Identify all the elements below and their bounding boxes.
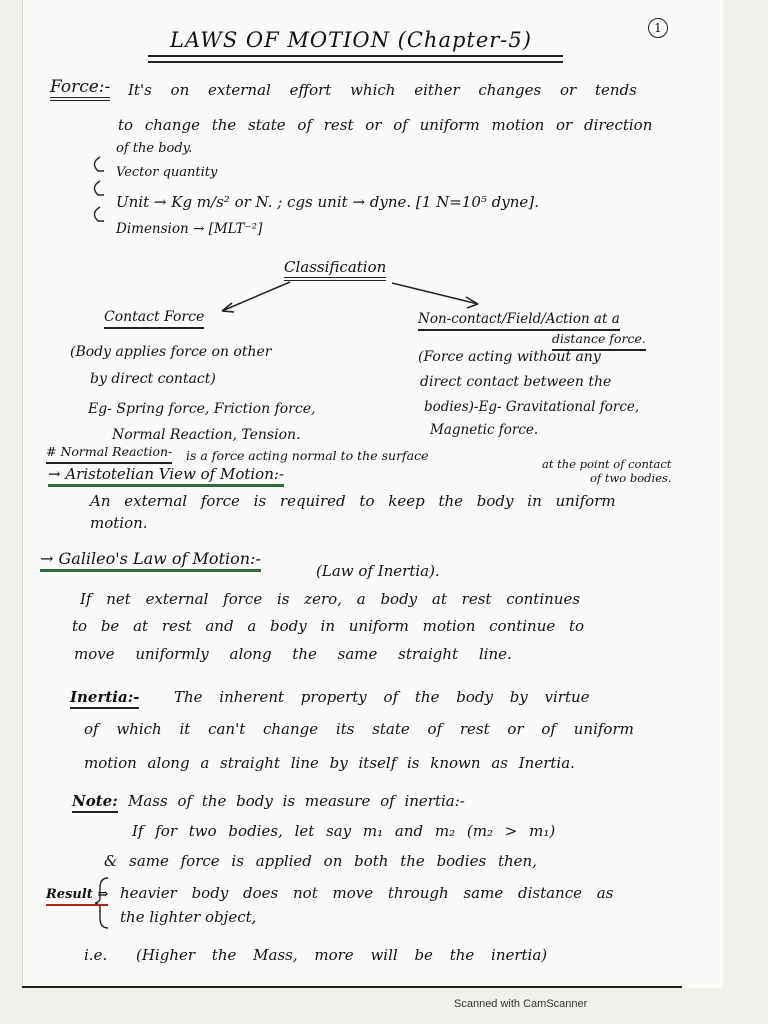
inertia-heading: Inertia:- xyxy=(70,688,139,709)
inertia-line2: of which it can't change its state of rest or of uniform xyxy=(84,720,634,738)
hook-arrow-icon xyxy=(94,181,104,195)
page-number: 1 xyxy=(648,18,668,38)
force-heading: Force:- xyxy=(50,78,110,101)
ie-label: i.e. xyxy=(84,946,108,964)
arrow-right xyxy=(392,283,478,304)
contact-force-heading: Contact Force xyxy=(104,308,204,329)
scanner-watermark: Scanned with CamScanner xyxy=(454,998,588,1010)
ie-text: (Higher the Mass, more will be the inertia) xyxy=(136,946,548,964)
hook-arrow-icon xyxy=(94,157,104,171)
inertia-line1: The inherent property of the body by virtue xyxy=(174,688,590,706)
inertia-line3: motion along a straight line by itself is known as Inertia. xyxy=(84,754,575,772)
non-contact-heading: Non-contact/Field/Action at a xyxy=(418,310,620,331)
classification-heading: Classification xyxy=(284,258,386,281)
non-contact-line1: (Force acting without any xyxy=(418,349,601,365)
non-contact-heading-2: distance force. xyxy=(552,330,646,351)
note-line3: & same force is applied on both the bodies then, xyxy=(104,852,537,870)
hook-arrow-icon xyxy=(94,207,104,221)
contact-line2: by direct contact) xyxy=(90,371,216,387)
force-point-vector: Vector quantity xyxy=(116,165,218,180)
note-line2: If for two bodies, let say m₁ and m₂ (m₂ > m₁) xyxy=(132,822,556,840)
galileo-heading: → Galileo's Law of Motion:- xyxy=(40,550,261,572)
non-contact-line3: bodies)-Eg- Gravitational force, xyxy=(424,399,640,415)
non-contact-line4: Magnetic force. xyxy=(430,422,539,438)
galileo-line3: move uniformly along the same straight line. xyxy=(74,645,512,663)
aristotle-heading: → Aristotelian View of Motion:- xyxy=(48,465,284,487)
page-bottom-rule xyxy=(22,986,682,988)
result-label: Result ⇒ xyxy=(46,886,108,906)
result-line1: heavier body does not move through same distance as xyxy=(120,884,614,902)
contact-line3: Eg- Spring force, Friction force, xyxy=(88,401,316,417)
title-underline xyxy=(148,61,563,63)
contact-line4: Normal Reaction, Tension. xyxy=(112,427,301,443)
normal-reaction-text-3: of two bodies. xyxy=(590,471,672,485)
aristotle-line2: motion. xyxy=(90,514,148,532)
result-line2: the lighter object, xyxy=(120,908,257,926)
contact-line1: (Body applies force on other xyxy=(70,344,272,360)
normal-reaction-text: is a force acting normal to the surface xyxy=(186,448,429,463)
force-point-dimension: Dimension → [MLT⁻²] xyxy=(116,221,263,237)
galileo-subtitle: (Law of Inertia). xyxy=(316,562,440,580)
galileo-line1: If net external force is zero, a body at rest continues xyxy=(80,590,581,608)
force-def-line3: of the body. xyxy=(116,141,193,156)
normal-reaction-text-2: at the point of contact xyxy=(542,457,672,471)
arrow-left-head xyxy=(222,303,234,312)
galileo-line2: to be at rest and a body in uniform motion continue to xyxy=(72,617,585,635)
normal-reaction-label: # Normal Reaction- xyxy=(46,443,172,464)
force-point-unit: Unit → Kg m/s² or N. ; cgs unit → dyne. [1 N=10⁵ dyne]. xyxy=(116,193,539,211)
note-line1: Mass of the body is measure of inertia:- xyxy=(128,792,465,810)
arrow-left xyxy=(222,282,290,311)
force-def-line1: It's on external effort which either changes or tends xyxy=(128,81,637,99)
page-title: LAWS OF MOTION (Chapter-5) xyxy=(170,28,532,52)
non-contact-line2: direct contact between the xyxy=(420,374,612,390)
note-heading: Note: xyxy=(72,792,118,813)
title-underline xyxy=(148,55,563,57)
force-def-line2: to change the state of rest or of uniform motion or direction xyxy=(118,116,653,134)
aristotle-line1: An external force is required to keep the body in uniform xyxy=(90,492,616,510)
